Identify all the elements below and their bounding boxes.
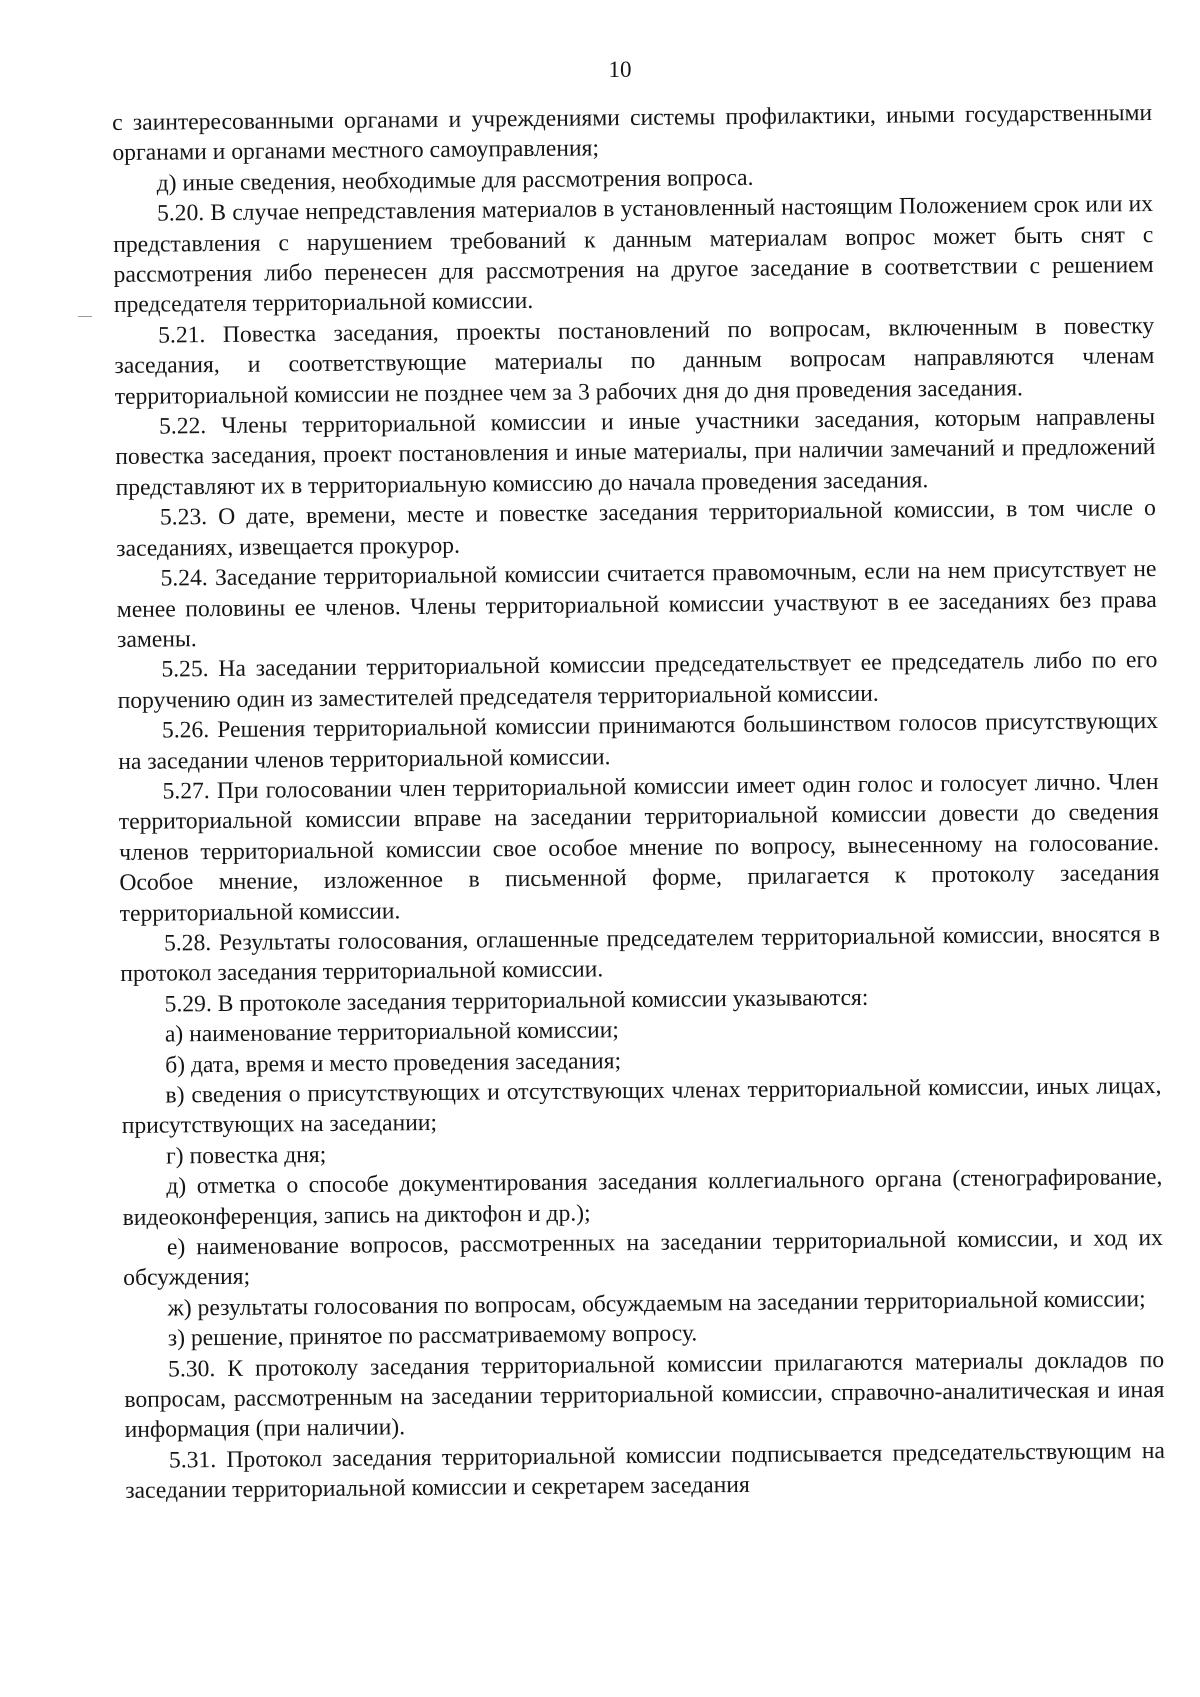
scan-mark [78,316,92,317]
paragraph-5-22: 5.22. Члены территориальной комиссии и иные участники заседания, которым направлены повестка заседания, проект постановления и иные материалы, при наличии замечаний и предложений представляют их в территориальную комиссию до начала проведения заседания. [115,404,1156,501]
list-item-e: е) наименование вопросов, рассмотренных на заседании территориальной комиссии, и ход их обсуждения; [123,1224,1164,1292]
paragraph-5-26: 5.26. Решения территориальной комиссии принимаются большинством голосов присутствующих на заседании членов территориальной комиссии. [118,708,1159,775]
list-item-g: г) повестка дня; [165,1141,327,1170]
list-item-a: а) наименование территориальной комиссии; [164,1017,620,1048]
list-item-z: з) решение, принятое по рассматриваемому вопросу. [167,1320,698,1352]
paragraph-5-28: 5.28. Результаты голосования, оглашенные председателем территориальной комиссии, вносятся в протокол заседания территориальной комиссии. [120,920,1161,988]
paragraph-5-27: 5.27. При голосовании член территориальной комиссии имеет один голос и голосует лично. Член территориальной комиссии вправе на заседании территориальной комиссии довести до сведения членов территориальной комиссии свое особое мнение по вопросу, вынесенному на голосование. Особое мнение, изложенное в письменной форме, прилагается к протоколу заседания территориальной комиссии. [118,768,1160,927]
page-number: 10 [608,57,632,82]
list-item-v: в) сведения о присутствующих и отсутствующих членах территориальной комиссии, иных лицах, присутствующих на заседании; [121,1072,1162,1140]
list-item-b: б) дата, время и место проведения заседания; [165,1047,622,1079]
paragraph-5-21: 5.21. Повестка заседания, проекты постановлений по вопросам, включенным в повестку заседания, и соответствующие материалы по данным вопросам направляются членам территориальной комиссии не позднее чем за 3 рабочих дня до дня проведения заседания. [114,312,1155,410]
paragraph-5-23: 5.23. О дате, времени, месте и повестке заседания территориальной комиссии, в том числе о заседаниях, извещается прокурор. [116,495,1157,562]
list-item-zh: ж) результаты голосования по вопросам, обсуждаемым на заседании территориальной комиссии; [167,1285,1146,1322]
paragraph-5-20: 5.20. В случае непредставления материалов в установленный настоящим Положением срок или их представления с нарушением требований к данным материалам вопрос может быть снят с рассмотрения либо перенесен для рассмотрения на другое заседание в соответствии с решением председателя территориальной комиссии. [113,191,1154,319]
paragraph-5-31: 5.31. Протокол заседания территориальной комиссии подписывается председательствующим на заседании территориальной комиссии и секретарем заседания [125,1437,1166,1505]
paragraph-continuation: с заинтересованными органами и учреждениями системы профилактики, иными государственными органами и органами местного самоуправления; [112,100,1153,167]
paragraph-5-24: 5.24. Заседание территориальной комиссии считается правомочным, если на нем присутствует не менее половины ее членов. Члены территориальной комиссии участвуют в ее заседаниях без права замены. [116,556,1157,653]
list-item-d: д) отметка о способе документирования заседания коллегиального органа (стенографирование, видеоконференция, запись на диктофон и др.); [122,1164,1163,1231]
paragraph-5-29: 5.29. В протоколе заседания территориальной комиссии указываются: [164,984,869,1018]
document-body [112,98,1165,1507]
paragraph-5-30: 5.30. К протоколу заседания территориальной комиссии прилагаются материалы докладов по вопросам, рассмотренным на заседании территориальной комиссии, справочно-аналитическая и иная информация (при наличии). [124,1346,1165,1444]
paragraph-5-25: 5.25. На заседании территориальной комиссии председательствует ее председатель либо по его поручению один из заместителей председателя территориальной комиссии. [117,647,1158,714]
paragraph-item-d: д) иные сведения, необходимые для рассмотрения вопроса. [156,164,754,197]
